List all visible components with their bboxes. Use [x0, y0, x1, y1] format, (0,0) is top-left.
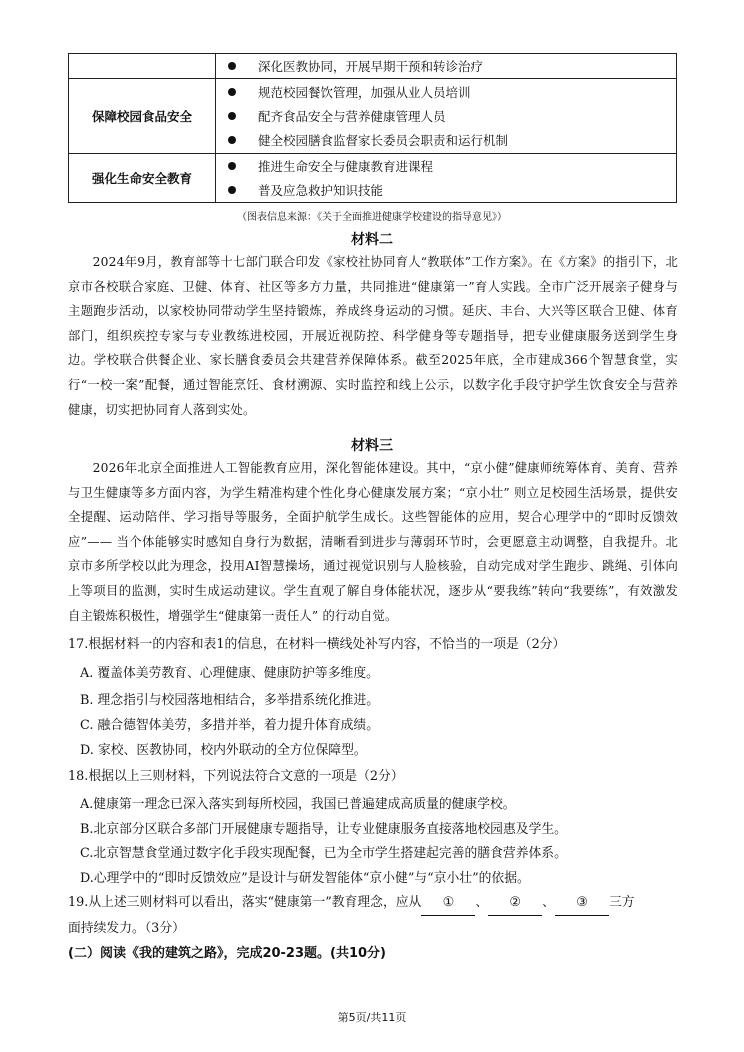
q18-option-c: C.北京智慧食堂通过数字化手段实现配餐，已为全市学生搭建起完善的膳食营养体系。 [80, 846, 567, 861]
table-category-empty [69, 54, 216, 79]
q17-option-b: B. 理念指引与校园落地相结合，多举措系统化推进。 [80, 693, 380, 708]
item-text: 配齐食品安全与营养健康管理人员 [258, 109, 446, 124]
list-item [216, 154, 676, 178]
bullet-icon [228, 62, 236, 70]
q18-option-d: D.心理学中的“即时反馈效应”是设计与研发智能体“京小健”与“京小壮”的依据。 [80, 871, 530, 886]
table-category: 保障校园食品安全 [69, 79, 216, 154]
table-items [216, 79, 677, 154]
page-footer: 第5页/共11页 [337, 1011, 407, 1024]
bullet-icon [228, 112, 236, 120]
q19-line2: 面持续发力。（3分） [68, 921, 185, 936]
item-text: 推进生命安全与健康教育进课程 [258, 159, 434, 174]
question-18-stem: 18.根据以上三则材料，下列说法符合文意的一项是（2分） [68, 769, 404, 784]
item-text: 深化医教协同，开展早期干预和转诊治疗 [258, 59, 484, 74]
material3-heading: 材料三 [351, 438, 393, 454]
table-source-note: （图表信息来源：《关于全面推进健康学校建设的指导意见》） [237, 212, 507, 223]
measures-table [68, 53, 677, 203]
item-text: 普及应急救护知识技能 [258, 183, 384, 198]
material2-heading: 材料二 [351, 232, 393, 248]
list-item [216, 54, 676, 78]
table-row [69, 154, 677, 203]
q19-separator: 、 [475, 895, 489, 910]
answer-blank-2[interactable]: ② [488, 890, 542, 916]
answer-blank-1[interactable]: ① [421, 890, 475, 916]
answer-blank-3[interactable]: ③ [555, 890, 609, 916]
table-row [69, 79, 677, 154]
material2-paragraph: 2024年9月，教育部等十七部门联合印发《家校社协同育人“教联体”工作方案》。在《方案》的指引下，北京市各校联合家庭、卫健、体育、社区等多方力量，共同推进“健康第一”育人实践。全市广泛开展亲子健身与主题跑步活动，以家校协同带动学生坚持锻炼，养成终身运动的习惯。延庆、丰台、大兴等区联合卫健、体育部门，组织疾控专家与专业教练进校园，开展近视防控、科学健身等专题指导，把专业健康服务送到学生身边。学校联合供餐企业、家长膳食委员会共建营养保障体系。截至2025年底，全市建成366个智慧食堂，实行“一校一案”配餐，通过智能烹饪、食材溯源、实时监控和线上公示，以数字化手段守护学生饮食安全与营养健康，切实把协同育人落到实处。 [68, 255, 678, 417]
list-item [216, 178, 676, 202]
q17-option-d: D. 家校、医教协同，校内外联动的全方位保障型。 [80, 743, 367, 758]
q17-option-a: A. 覆盖体美劳教育、心理健康、健康防护等多维度。 [80, 666, 379, 681]
bullet-icon [228, 136, 236, 144]
bullet-icon [228, 88, 236, 96]
q19-prefix: 19.从上述三则材料可以看出，落实“健康第一”教育理念，应从 [68, 895, 422, 910]
question-19-stem [68, 890, 680, 941]
item-text: 健全校园膳食监督家长委员会职责和运行机制 [258, 133, 509, 148]
list-item [216, 104, 676, 128]
section-heading: (二）阅读《我的建筑之路》，完成20-23题。(共10分) [68, 946, 386, 961]
table-row [69, 54, 677, 79]
q17-option-c: C. 融合德智体美劳，多措并举，着力提升体育成绩。 [80, 718, 380, 733]
bullet-icon [228, 162, 236, 170]
q19-separator: 、 [542, 895, 555, 910]
q18-option-b: B.北京部分区联合多部门开展健康专题指导，让专业健康服务直接落地校园惠及学生。 [80, 822, 567, 837]
material3-paragraph: 2026年北京全面推进人工智能教育应用，深化智能体建设。其中，“京小健”健康师统筹体育、美育、营养与卫生健康等多方面内容，为学生精准构建个性化身心健康发展方案；“京小壮” 则立足校园生活场景，提供安全提醒、运动陪伴、学习指导等服务，全面护航学生成长。这些智能体的应用，契合心理学中的“即时反馈效应”—— 当个体能够实时感知自身行为数据，清晰看到进步与薄弱环节时，会更愿意主动调整，自我提升。北京市多所学校以此为理念，投用AI智慧操场，通过视觉识别与人脸核验，自动完成对学生跑步、跳绳、引体向上等项目的监测，实时生成运动建议。学生直观了解自身体能状况，逐步从“要我练”转向“我要练”，有效激发自主锻炼积极性，增强学生“健康第一责任人” 的行动自觉。 [68, 461, 678, 623]
table-items [216, 154, 677, 203]
table-items [216, 54, 677, 79]
table-category: 强化生命安全教育 [69, 154, 216, 203]
item-text: 规范校园餐饮管理，加强从业人员培训 [258, 85, 471, 100]
bullet-icon [228, 186, 236, 194]
q18-option-a: A.健康第一理念已深入落实到每所校园，我国已普遍建成高质量的健康学校。 [80, 797, 516, 812]
question-17-stem: 17.根据材料一的内容和表1的信息，在材料一横线处补写内容，不恰当的一项是（2分） [68, 637, 566, 652]
list-item [216, 128, 676, 152]
list-item [216, 80, 676, 104]
q19-suffix: 三方 [608, 895, 635, 910]
